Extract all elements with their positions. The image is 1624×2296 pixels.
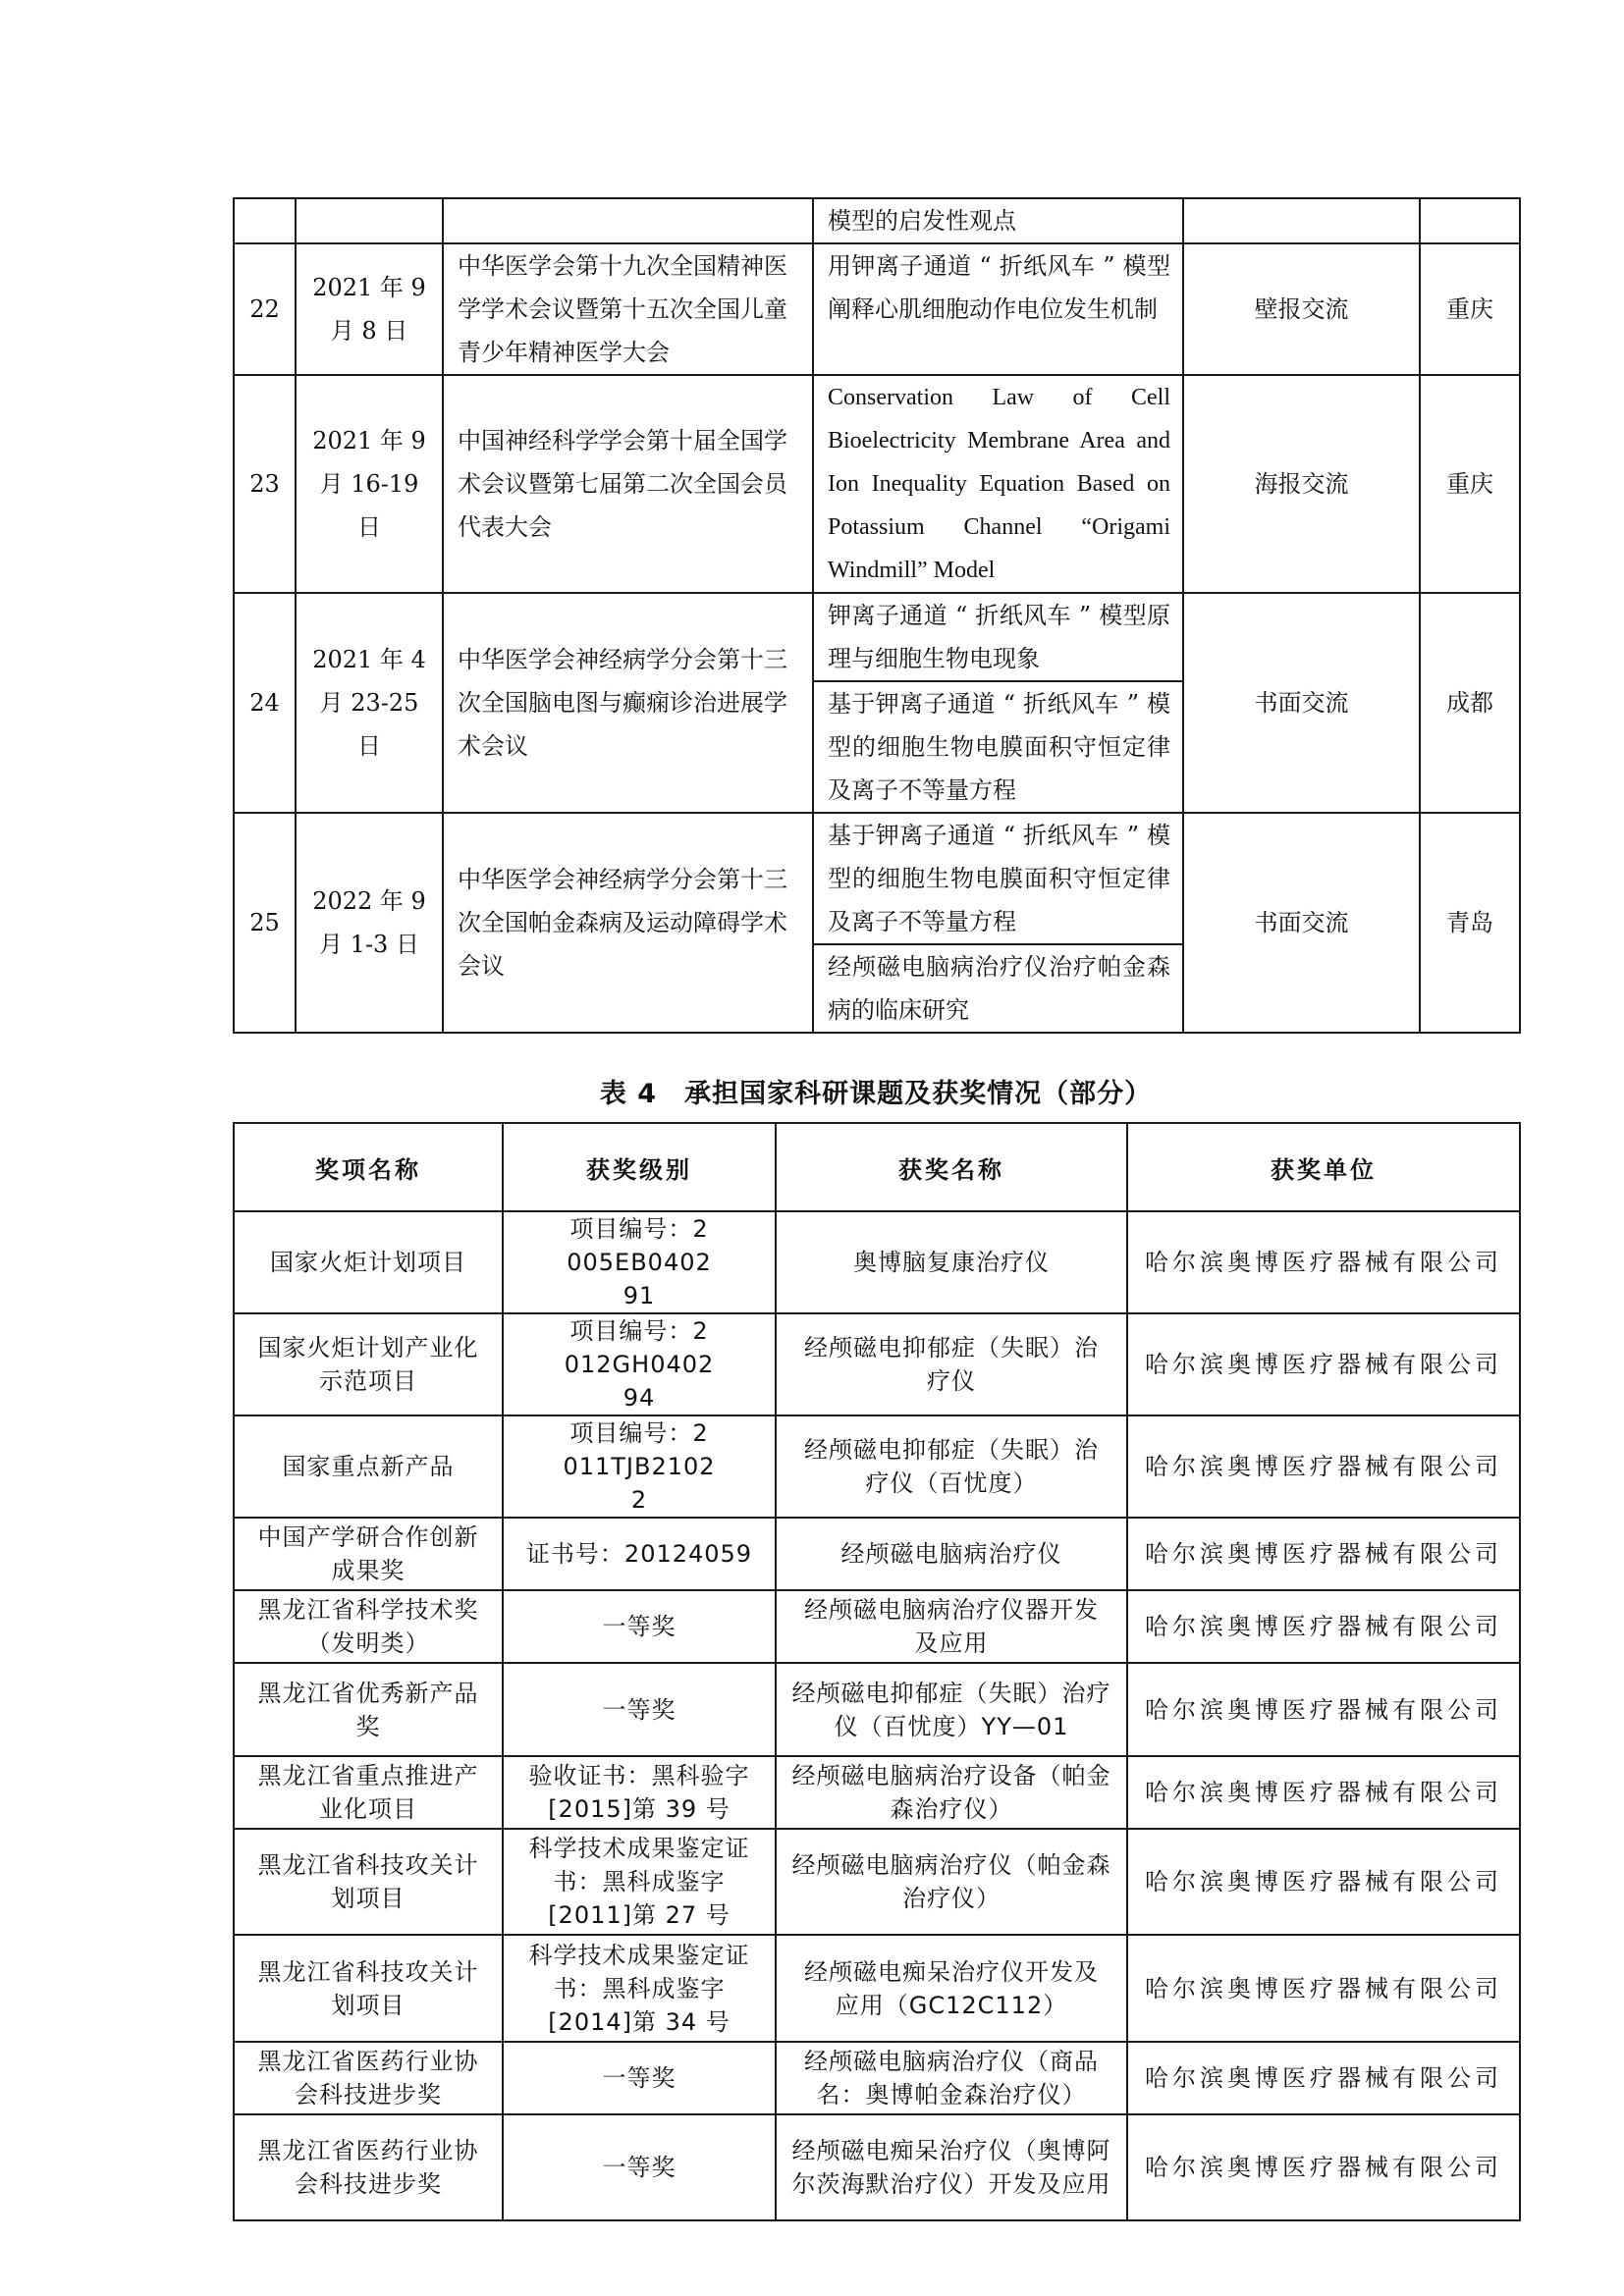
row-location: 重庆 [1420,243,1520,375]
table-row [234,375,1520,593]
row-number: 25 [234,813,296,1033]
table-row [234,243,1520,375]
report-title: 基于钾离子通道 “ 折纸风车 ” 模型的细胞生物电膜面积守恒定律及离子不等量方程 [828,822,1170,935]
award-unit: 哈尔滨奥博医疗器械有限公司 [1127,1829,1520,1935]
table-row [234,1663,1520,1756]
award-level: 证书号：20124059 [503,1518,776,1590]
row-reports [813,198,1183,243]
row-conference [443,198,813,243]
award-name: 国家火炬计划产业化示范项目 [234,1313,503,1415]
award-level: 项目编号：2011TJB21022 [503,1415,776,1518]
award-title: 经颅磁电脑病治疗仪（商品名：奥博帕金森治疗仪） [776,2042,1127,2114]
award-unit: 哈尔滨奥博医疗器械有限公司 [1127,1518,1520,1590]
table-row [234,1756,1520,1829]
row-conference: 中华医学会神经病学分会第十三次全国帕金森病及运动障碍学术会议 [443,813,813,1033]
award-level: 项目编号：2012GH040294 [503,1313,776,1415]
table-row [234,1935,1520,2042]
row-date: 2021 年 9 月 8 日 [296,243,443,375]
row-location: 重庆 [1420,375,1520,593]
row-number: 24 [234,593,296,813]
table-row [234,2042,1520,2114]
table-caption: 表 4 承担国家科研课题及获奖情况（部分） [599,1079,1153,1109]
award-level: 一等奖 [503,2042,776,2114]
row-location: 成都 [1420,593,1520,813]
table-row [234,1313,1520,1415]
award-title: 经颅磁电痴呆治疗仪（奥博阿尔茨海默治疗仪）开发及应用 [776,2114,1127,2220]
award-level: 科学技术成果鉴定证书：黑科成鉴字[2011]第 27 号 [503,1829,776,1935]
row-number: 23 [234,375,296,593]
award-level: 一等奖 [503,2114,776,2220]
award-name: 国家火炬计划项目 [234,1211,503,1313]
row-form: 书面交流 [1183,813,1420,1033]
header-level: 获奖级别 [503,1123,776,1211]
row-date: 2022 年 9 月 1-3 日 [296,813,443,1033]
conference-table-body [234,198,1520,1033]
table-row [234,1590,1520,1663]
row-conference: 中华医学会神经病学分会第十三次全国脑电图与癫痫诊治进展学术会议 [443,593,813,813]
awards-table-body [234,1211,1520,2220]
award-unit: 哈尔滨奥博医疗器械有限公司 [1127,1590,1520,1663]
row-date: 2021 年 4 月 23-25 日 [296,593,443,813]
award-level: 一等奖 [503,1590,776,1663]
row-location: 青岛 [1420,813,1520,1033]
award-unit: 哈尔滨奥博医疗器械有限公司 [1127,1211,1520,1313]
row-form: 壁报交流 [1183,243,1420,375]
header-award: 奖项名称 [234,1123,503,1211]
table-row [234,198,1520,243]
award-title: 经颅磁电脑病治疗设备（帕金森治疗仪） [776,1756,1127,1829]
table-row [234,1211,1520,1313]
row-number [234,198,296,243]
row-date [296,198,443,243]
row-reports [813,243,1183,375]
row-form: 书面交流 [1183,593,1420,813]
table-header-row [234,1123,1520,1211]
award-unit: 哈尔滨奥博医疗器械有限公司 [1127,1756,1520,1829]
award-name: 中国产学研合作创新成果奖 [234,1518,503,1590]
report-title: 经颅磁电脑病治疗仪治疗帕金森病的临床研究 [814,943,1182,1032]
table-row [234,1518,1520,1590]
table-row [234,2114,1520,2220]
award-name: 黑龙江省科技攻关计划项目 [234,1829,503,1935]
row-form: 海报交流 [1183,375,1420,593]
award-name: 黑龙江省重点推进产业化项目 [234,1756,503,1829]
table-row [234,1829,1520,1935]
table-row [234,593,1520,813]
award-unit: 哈尔滨奥博医疗器械有限公司 [1127,1313,1520,1415]
award-title: 经颅磁电脑病治疗仪（帕金森治疗仪） [776,1829,1127,1935]
award-title: 经颅磁电痴呆治疗仪开发及应用（GC12C112） [776,1935,1127,2042]
award-title: 经颅磁电脑病治疗仪器开发及应用 [776,1590,1127,1663]
award-unit: 哈尔滨奥博医疗器械有限公司 [1127,1663,1520,1756]
header-name: 获奖名称 [776,1123,1127,1211]
award-name: 国家重点新产品 [234,1415,503,1518]
award-unit: 哈尔滨奥博医疗器械有限公司 [1127,2042,1520,2114]
award-title: 经颅磁电抑郁症（失眠）治疗仪（百忧度） [776,1415,1127,1518]
award-name: 黑龙江省优秀新产品奖 [234,1663,503,1756]
conference-table [233,197,1521,1034]
table-row [234,1415,1520,1518]
table-row [234,813,1520,1033]
row-reports [813,375,1183,593]
row-reports [813,813,1183,1033]
award-unit: 哈尔滨奥博医疗器械有限公司 [1127,1415,1520,1518]
award-unit: 哈尔滨奥博医疗器械有限公司 [1127,2114,1520,2220]
award-level: 验收证书：黑科验字[2015]第 39 号 [503,1756,776,1829]
award-unit: 哈尔滨奥博医疗器械有限公司 [1127,1935,1520,2042]
row-conference: 中华医学会第十九次全国精神医学学术会议暨第十五次全国儿童青少年精神医学大会 [443,243,813,375]
award-title: 经颅磁电抑郁症（失眠）治疗仪 [776,1313,1127,1415]
award-level: 一等奖 [503,1663,776,1756]
award-level: 科学技术成果鉴定证书：黑科成鉴字[2014]第 34 号 [503,1935,776,2042]
award-title: 经颅磁电抑郁症（失眠）治疗仪（百忧度）YY—01 [776,1663,1127,1756]
award-name: 黑龙江省医药行业协会科技进步奖 [234,2114,503,2220]
report-title: 基于钾离子通道 “ 折纸风车 ” 模型的细胞生物电膜面积守恒定律及离子不等量方程 [814,680,1182,812]
awards-table [233,1122,1521,2221]
report-title: 用钾离子通道 “ 折纸风车 ” 模型阐释心肌细胞动作电位发生机制 [828,252,1170,323]
row-reports [813,593,1183,813]
report-title: 钾离子通道 “ 折纸风车 ” 模型原理与细胞生物电现象 [828,602,1170,672]
award-name: 黑龙江省医药行业协会科技进步奖 [234,2042,503,2114]
award-title: 经颅磁电脑病治疗仪 [776,1518,1127,1590]
row-form [1183,198,1420,243]
award-level: 项目编号：2005EB040291 [503,1211,776,1313]
row-date: 2021 年 9 月 16-19 日 [296,375,443,593]
header-unit: 获奖单位 [1127,1123,1520,1211]
award-name: 黑龙江省科学技术奖（发明类） [234,1590,503,1663]
report-title: 模型的启发性观点 [828,207,1016,235]
row-conference: 中国神经科学学会第十届全国学术会议暨第七届第二次全国会员代表大会 [443,375,813,593]
row-location [1420,198,1520,243]
report-title: Conservation Law of Cell Bioelectricity Membrane Area and Ion Inequality Equation Based on Potassium Channel “Origami Windmill” Model [828,385,1170,583]
row-number: 22 [234,243,296,375]
award-name: 黑龙江省科技攻关计划项目 [234,1935,503,2042]
award-title: 奥博脑复康治疗仪 [776,1211,1127,1313]
